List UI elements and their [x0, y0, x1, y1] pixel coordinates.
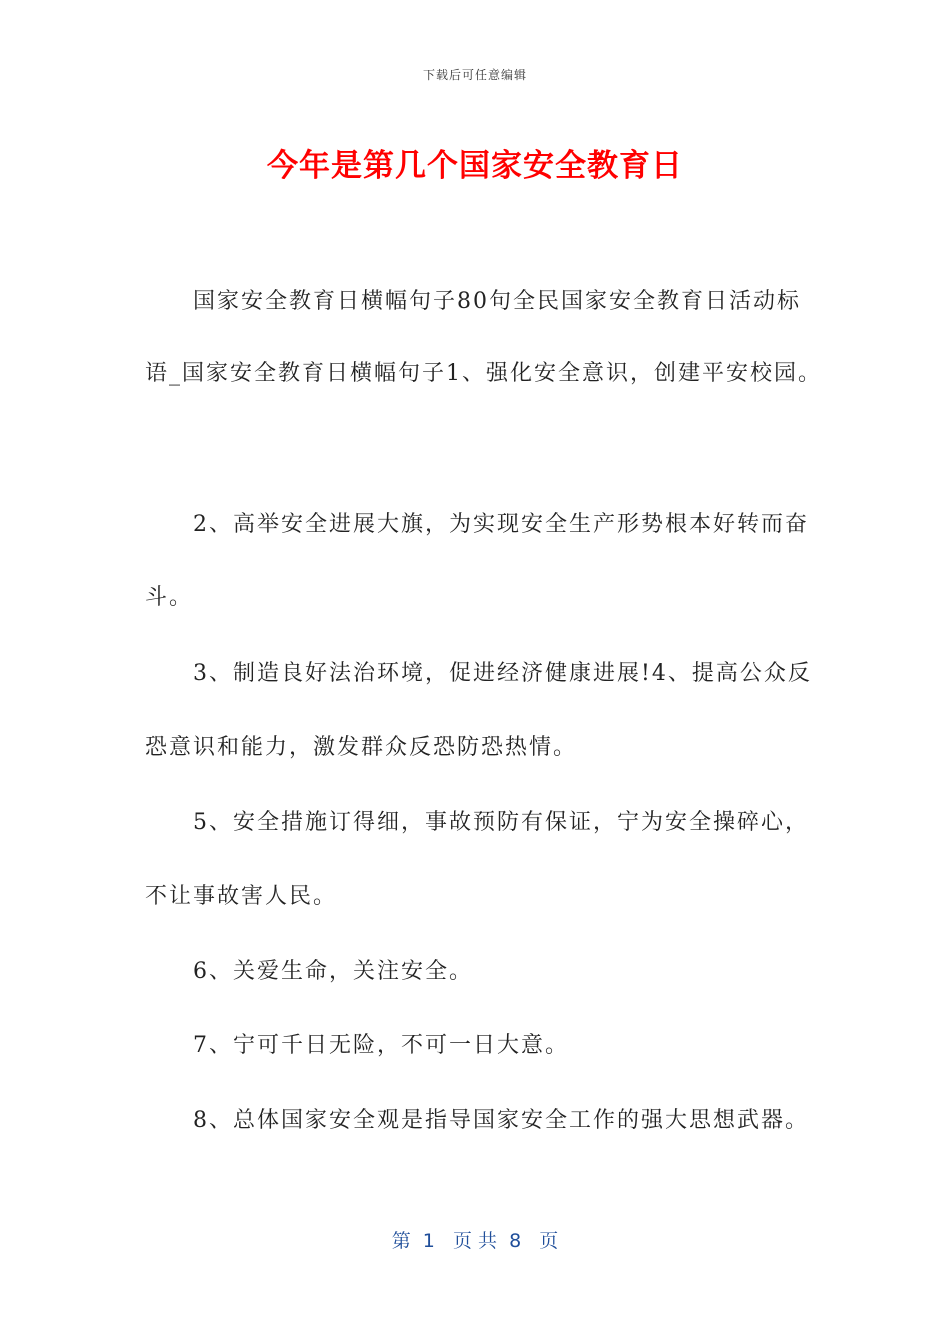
- body-line-5: 3、制造良好法治环境，促进经济健康进展!4、提高公众反: [145, 661, 812, 686]
- document-title: 今年是第几个国家安全教育日: [267, 148, 683, 184]
- body-line-3: 2、高举安全进展大旗，为实现安全生产形势根本好转而奋: [145, 512, 809, 537]
- page-footer: 第 1 页 共 8 页: [391, 1230, 559, 1252]
- body-line-6: 恐意识和能力，激发群众反恐防恐热情。: [145, 735, 578, 760]
- header-note: 下载后可任意编辑: [422, 68, 527, 82]
- body-line-4: 斗。: [145, 585, 194, 610]
- body-line-1: 国家安全教育日横幅句子80句全民国家安全教育日活动标: [145, 289, 801, 314]
- body-line-11: 8、总体国家安全观是指导国家安全工作的强大思想武器。: [145, 1108, 809, 1133]
- body-line-9: 6、关爱生命，关注安全。: [145, 959, 473, 984]
- body-line-10: 7、宁可千日无险，不可一日大意。: [145, 1033, 569, 1058]
- body-line-7: 5、安全措施订得细，事故预防有保证，宁为安全操碎心，: [145, 810, 809, 835]
- body-line-2: 语_国家安全教育日横幅句子1、强化安全意识，创建平安校园。: [145, 361, 822, 386]
- body-line-8: 不让事故害人民。: [145, 884, 338, 909]
